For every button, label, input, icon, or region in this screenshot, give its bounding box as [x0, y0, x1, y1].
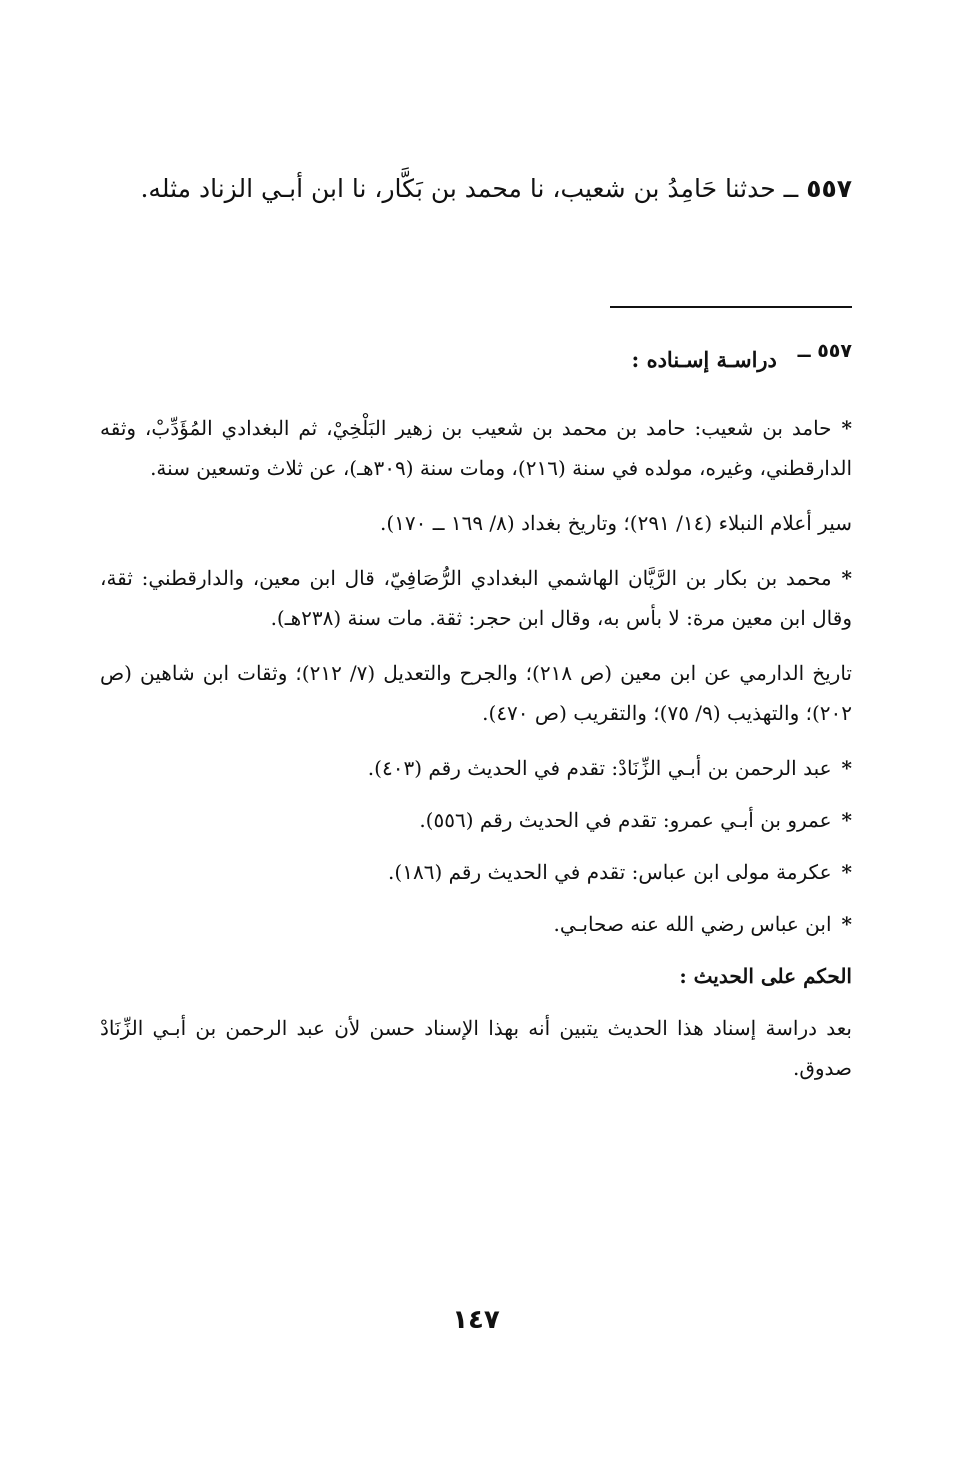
narrator-text: حامد بن شعيب: حامد بن محمد بن شعيب بن زهير البَلْخِيْ، ثم البغدادي المُؤَدِّبْ، وثقه الدارقطني، وغيره، مولده في سنة (٢١٦)، ومات سنة (٣٠٩هـ)، عن ثلاث وتسعين سنة. [100, 416, 852, 480]
source-references [100, 653, 852, 733]
bullet-marker: * [841, 756, 852, 780]
footnote-notes [100, 408, 852, 1103]
source-references [100, 503, 852, 543]
narrator-text: سير أعلام النبلاء (١٤/ ٢٩١)؛ وتاريخ بغداد (٨/ ١٦٩ ــ ١٧٠). [379, 511, 852, 535]
footnote-number: ٥٥٧ ــ [797, 340, 852, 362]
narrator-entry [100, 800, 852, 840]
narrator-text: تاريخ الدارمي عن ابن معين (ص ٢١٨)؛ والجرح والتعديل (٧/ ٢١٢)؛ وثقات ابن شاهين (ص ٢٠٢)؛ والتهذيب (٩/ ٧٥)؛ والتقريب (ص ٤٧٠). [100, 661, 852, 725]
bullet-marker: * [841, 416, 852, 440]
narrator-text: محمد بن بكار بن الرَّيَّان الهاشمي البغدادي الرُّصَافِيّ، قال ابن معين، والدارقطني: ثقة، وقال ابن معين مرة: لا بأس به، وقال ابن حجر: ثقة. مات سنة (٢٣٨هـ). [100, 566, 852, 630]
bullet-marker: * [841, 860, 852, 884]
narrator-text: ابن عباس رضي الله عنه صحابـي. [553, 912, 832, 936]
bullet-marker: * [841, 808, 852, 832]
narrator-text: عمرو بن أبـي عمرو: تقدم في الحديث رقم (٥٥٦). [419, 808, 832, 832]
bullet-marker: * [841, 566, 852, 590]
page-number: ١٤٧ [452, 1305, 500, 1335]
hadith-number: ٥٥٧ [806, 174, 852, 203]
isnad-study-heading [632, 340, 852, 381]
footnote-separator [610, 306, 852, 308]
narrator-entry [100, 748, 852, 788]
narrator-text: عكرمة مولى ابن عباس: تقدم في الحديث رقم (١٨٦). [388, 860, 832, 884]
narrator-entry [100, 904, 852, 944]
hadith-body: ــ حدثنا حَامِدُ بن شعيب، نا محمد بن بَكَّار، نا ابن أبـي الزناد مثله. [140, 174, 799, 203]
ruling-text: بعد دراسة إسناد هذا الحديث يتبين أنه بهذا الإسناد حسن لأن عبد الرحمن بن أبـي الزِّنَادْ صدوق. [100, 1016, 852, 1080]
narrator-entry [100, 558, 852, 638]
document-page [100, 0, 852, 1477]
narrator-text: عبد الرحمن بن أبـي الزِّنَادْ: تقدم في الحديث رقم (٤٠٣). [367, 756, 832, 780]
ruling-heading: الحكم على الحديث : [679, 964, 852, 988]
hadith-text [100, 160, 852, 218]
isnad-study-title: دراسـة إسـناده : [631, 347, 777, 372]
narrator-entry [100, 408, 852, 488]
narrator-entry [100, 852, 852, 892]
bullet-marker: * [841, 912, 852, 936]
